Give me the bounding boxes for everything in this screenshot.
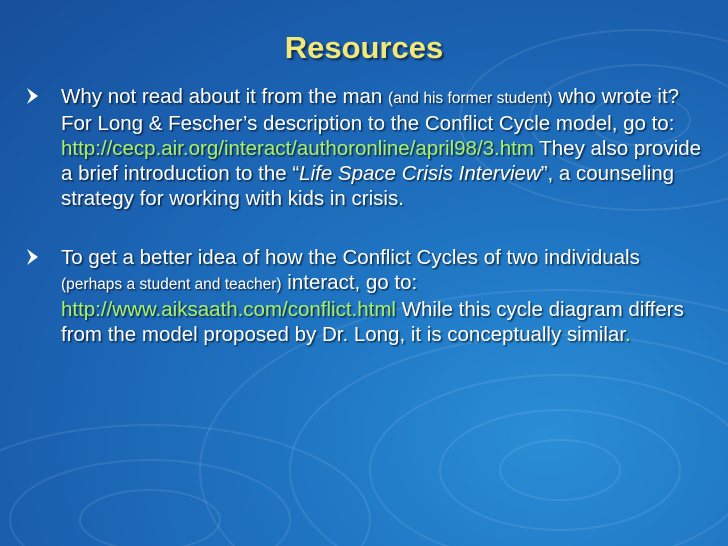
bullet-aside: (perhaps a student and teacher) [61,276,282,293]
bullet-text: They also provide a brief introduction to the “ [61,137,702,185]
bullet-item [24,245,704,347]
bullet-text: interact, go to: [281,271,418,294]
bullet-italic-text: Life Space Crisis Interview [299,162,541,185]
bullet-text: Why not read about it from the man [61,85,389,108]
bullet-text: ”, a counseling strategy for working with kids in crisis. [61,162,675,210]
bullet-period: . [625,323,631,346]
resource-link[interactable]: http://cecp.air.org/interact/authoronline/april98/3.htm [61,137,534,160]
resource-link[interactable]: http://www.aiksaath.com/conflict.html [61,298,396,321]
arrow-bullet-icon [26,86,39,106]
bullet-text: To get a better idea of how the Conflict Cycles of two individuals [61,246,640,269]
bullet-text: While this cycle diagram differs from the model proposed by Dr. Long, it is conceptually similar [61,298,684,346]
slide-title: Resources [284,30,444,65]
bullet-aside: (and his former student) [388,90,553,107]
bullet-text: who wrote it? For Long & Fescher’s description to the Conflict Cycle model, go to: [61,85,680,135]
bullet-item [24,84,704,211]
arrow-bullet-icon [26,247,39,267]
slide-body [24,84,704,347]
